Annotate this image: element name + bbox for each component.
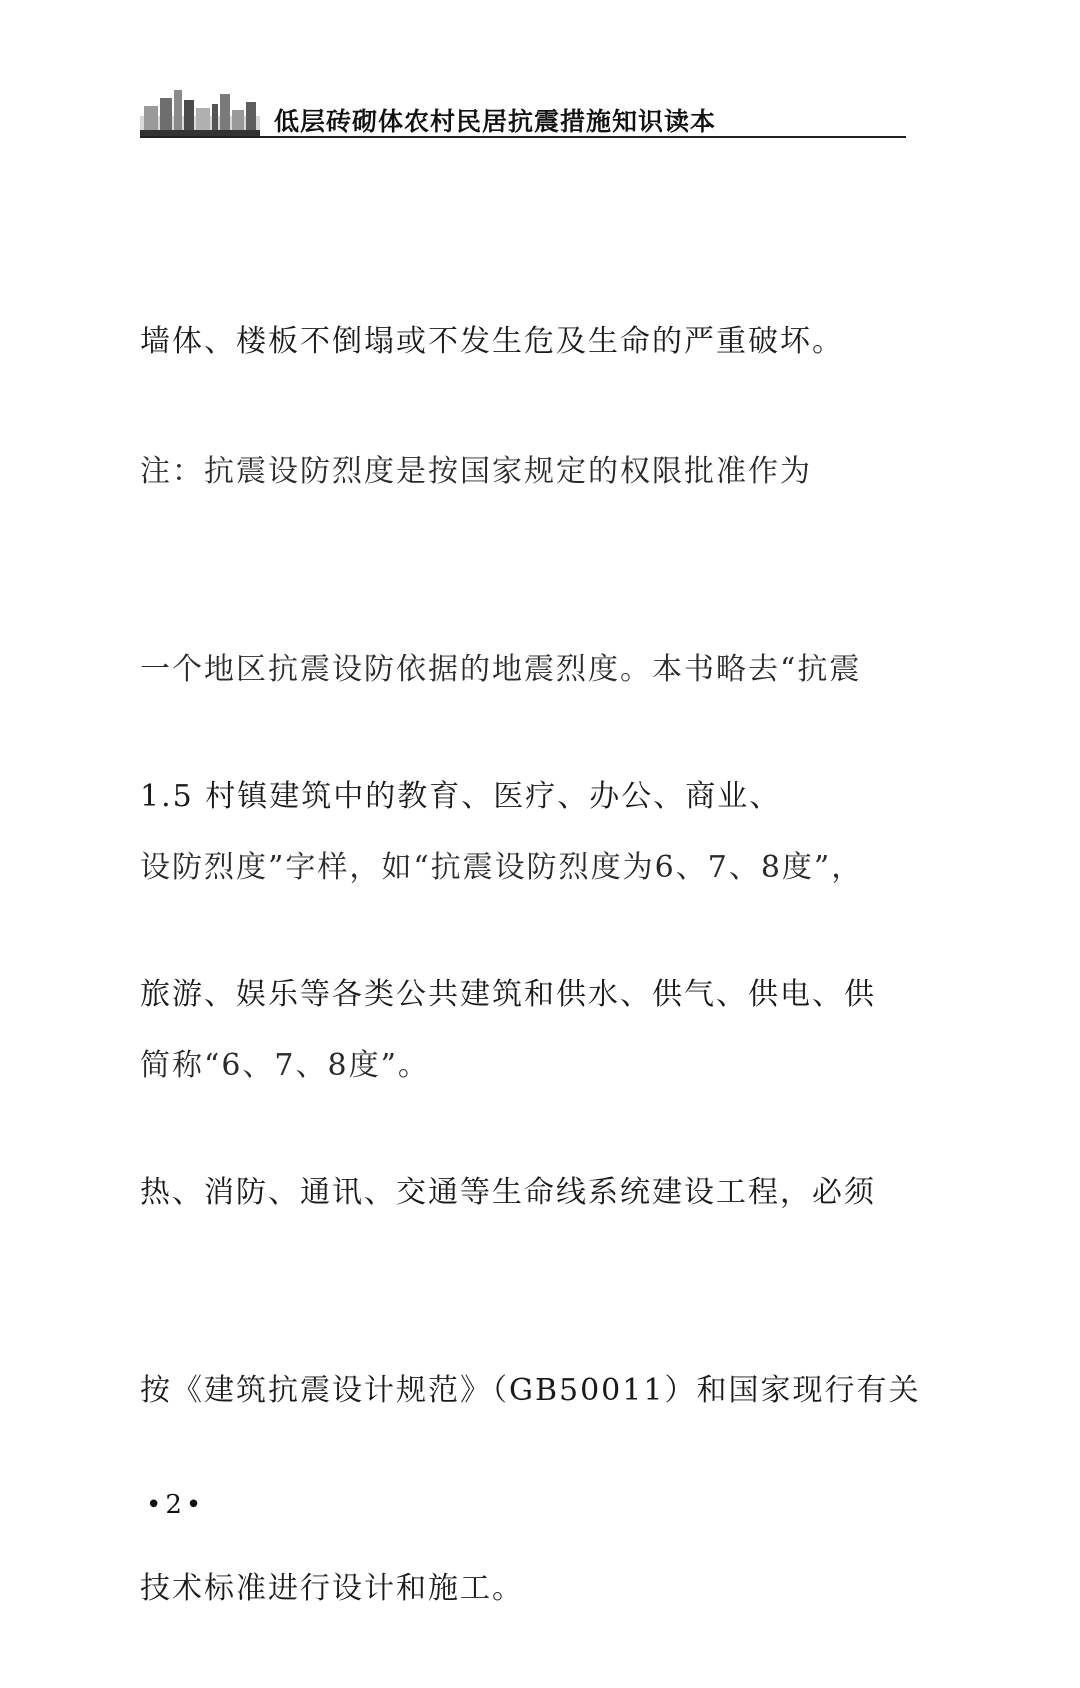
text-line: 技术标准进行设计和施工。 — [140, 1571, 524, 1606]
text-line: 墙体、楼板不倒塌或不发生危及生命的严重破坏。 — [140, 324, 844, 359]
text-line: 1.5 村镇建筑中的教育、医疗、办公、商业、 — [140, 779, 782, 814]
section-1-5-paragraph — [140, 632, 921, 1688]
city-skyline-logo — [140, 86, 260, 136]
header-divider — [140, 136, 906, 138]
text-line: 热、消防、通讯、交通等生命线系统建设工程，必须 — [140, 1175, 876, 1210]
text-line: 注：抗震设防烈度是按国家规定的权限批准作为 — [140, 454, 812, 489]
page-number: •2• — [146, 1490, 206, 1520]
text-line: 一个地区抗震设防依据的地震烈度。本书略去“抗震 — [140, 652, 862, 687]
text-line: 设防烈度”字样，如“抗震设防烈度为6、7、8度”， — [140, 850, 864, 885]
text-line: 按《建筑抗震设计规范》（GB50011）和国家现行有关 — [140, 1373, 921, 1408]
running-header — [140, 86, 906, 138]
book-title: 低层砖砌体农村民居抗震措施知识读本 — [274, 107, 717, 136]
text-line: 旅游、娱乐等各类公共建筑和供水、供气、供电、供 — [140, 977, 876, 1012]
text-line: 简称“6、7、8度”。 — [140, 1048, 430, 1083]
